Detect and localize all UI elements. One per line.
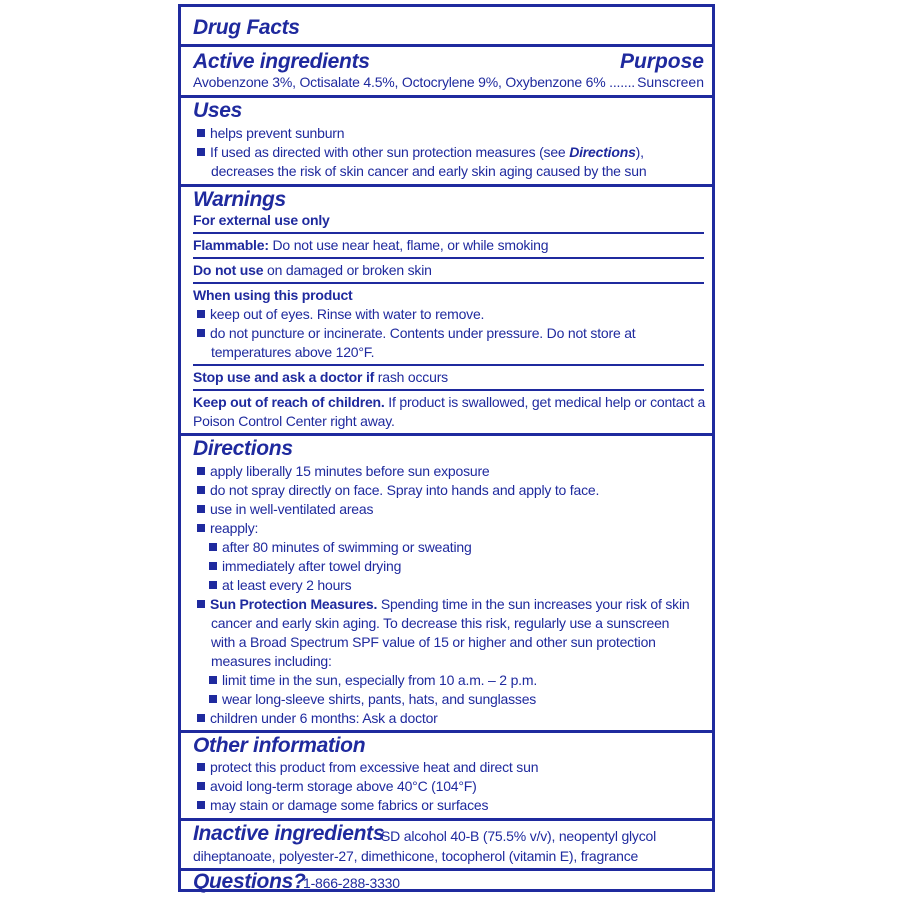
directions-item: reapply:	[197, 519, 258, 537]
other-info-item: protect this product from excessive heat and direct sun	[197, 758, 538, 776]
directions-item: apply liberally 15 minutes before sun exposure	[197, 462, 490, 480]
bullet-icon	[197, 600, 205, 608]
divider	[181, 184, 712, 187]
divider	[181, 818, 712, 821]
purpose-value: Sunscreen	[637, 74, 704, 90]
directions-item: do not spray directly on face. Spray into hands and apply to face.	[197, 481, 599, 499]
warning-item: do not puncture or incinerate. Contents under pressure. Do not store at	[197, 324, 636, 342]
directions-item-continued: measures including:	[211, 653, 332, 669]
directions-item-continued: with a Broad Spectrum SPF value of 15 or higher and other sun protection	[211, 634, 656, 650]
purpose-heading: Purpose	[619, 50, 704, 73]
bullet-icon	[197, 524, 205, 532]
inactive-ingredients-text: SD alcohol 40-B (75.5% v/v), neopentyl glycol	[381, 828, 657, 844]
active-ingredients-list: Avobenzone 3%, Octisalate 4.5%, Octocrylene 9%, Oxybenzone 6% .......	[193, 74, 635, 90]
bullet-icon	[197, 763, 205, 771]
divider	[193, 282, 704, 284]
uses-item: helps prevent sunburn	[197, 124, 344, 142]
bullet-icon	[197, 486, 205, 494]
divider	[193, 389, 704, 391]
bullet-icon	[197, 801, 205, 809]
directions-item: Sun Protection Measures. Spending time in the sun increases your risk of skin	[197, 595, 689, 613]
uses-item-continued: decreases the risk of skin cancer and early skin aging caused by the sun	[211, 163, 647, 179]
bullet-icon	[209, 581, 217, 589]
divider	[181, 433, 712, 436]
bullet-icon	[197, 129, 205, 137]
external-use-label: For external use only	[193, 212, 330, 228]
divider	[193, 232, 704, 234]
bullet-icon	[197, 505, 205, 513]
questions-phone: 1-866-288-3330	[303, 875, 400, 891]
bullet-icon	[209, 676, 217, 684]
divider	[181, 44, 712, 47]
keep-out-of-reach-warning: Keep out of reach of children. If product is swallowed, get medical help or contact a	[193, 394, 706, 410]
warning-item: keep out of eyes. Rinse with water to remove.	[197, 305, 484, 323]
bullet-icon	[197, 467, 205, 475]
bullet-icon	[209, 562, 217, 570]
divider	[193, 364, 704, 366]
directions-subitem: wear long-sleeve shirts, pants, hats, and sunglasses	[209, 690, 536, 708]
bullet-icon	[209, 543, 217, 551]
questions-heading: Questions?	[193, 870, 306, 893]
stop-use-warning: Stop use and ask a doctor if rash occurs	[193, 369, 448, 385]
other-info-item: avoid long-term storage above 40°C (104°F)	[197, 777, 477, 795]
directions-item: children under 6 months: Ask a doctor	[197, 709, 438, 727]
keep-out-of-reach-continued: Poison Control Center right away.	[193, 413, 395, 429]
do-not-use-warning: Do not use on damaged or broken skin	[193, 262, 432, 278]
directions-subitem: limit time in the sun, especially from 10 a.m. – 2 p.m.	[209, 671, 537, 689]
divider	[181, 95, 712, 98]
directions-heading: Directions	[193, 437, 293, 460]
uses-item: If used as directed with other sun protection measures (see Directions),	[197, 143, 644, 161]
warnings-heading: Warnings	[193, 188, 286, 211]
directions-item-continued: cancer and early skin aging. To decrease this risk, regularly use a sunscreen	[211, 615, 670, 631]
bullet-icon	[197, 310, 205, 318]
directions-subitem: at least every 2 hours	[209, 576, 351, 594]
divider	[193, 257, 704, 259]
divider	[181, 730, 712, 733]
bullet-icon	[197, 329, 205, 337]
page-title: Drug Facts	[193, 16, 300, 39]
uses-heading: Uses	[193, 99, 243, 122]
when-using-label: When using this product	[193, 287, 353, 303]
bullet-icon	[197, 148, 205, 156]
active-ingredients-heading: Active ingredients	[193, 50, 370, 73]
directions-subitem: immediately after towel drying	[209, 557, 401, 575]
flammable-warning: Flammable: Do not use near heat, flame, or while smoking	[193, 237, 549, 253]
bullet-icon	[197, 782, 205, 790]
directions-subitem: after 80 minutes of swimming or sweating	[209, 538, 472, 556]
inactive-ingredients-heading: Inactive ingredients	[193, 822, 385, 845]
bullet-icon	[197, 714, 205, 722]
warning-item-continued: temperatures above 120°F.	[211, 344, 375, 360]
drug-facts-panel	[178, 4, 715, 892]
bullet-icon	[209, 695, 217, 703]
directions-item: use in well-ventilated areas	[197, 500, 373, 518]
other-info-item: may stain or damage some fabrics or surfaces	[197, 796, 488, 814]
inactive-ingredients-continued: diheptanoate, polyester-27, dimethicone, tocopherol (vitamin E), fragrance	[193, 848, 639, 864]
other-information-heading: Other information	[193, 734, 366, 757]
